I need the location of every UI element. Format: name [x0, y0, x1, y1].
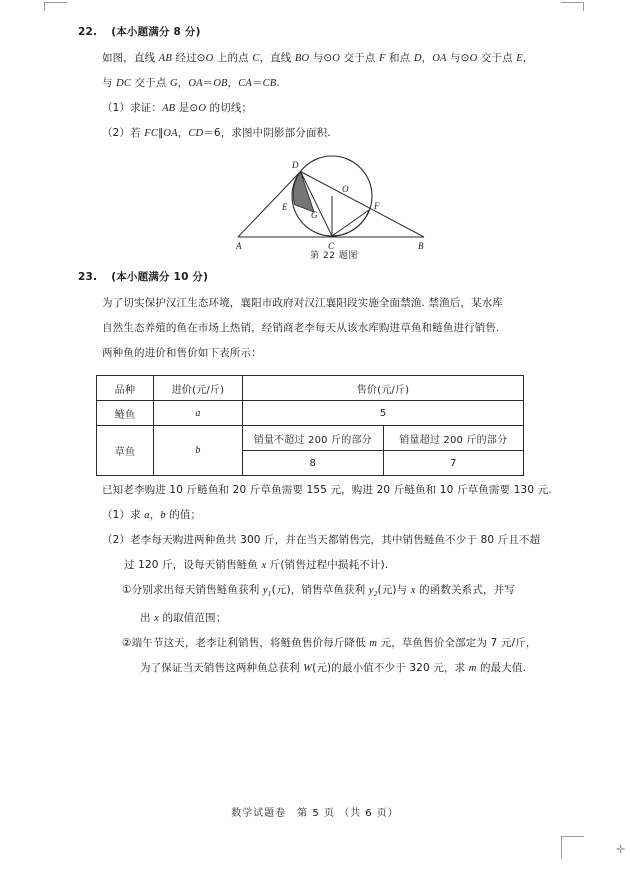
- question-23: [78, 269, 552, 681]
- header-cost: 进价(元/斤): [154, 376, 243, 401]
- question-23-score: (本小题满分 10 分): [111, 271, 209, 283]
- grass-carp-tier-2-value: 7: [383, 451, 524, 476]
- chord-CF: [332, 210, 369, 236]
- header-price: 售价(元/斤): [243, 376, 524, 401]
- label-B: B: [418, 241, 424, 251]
- question-23-part-2-line-1: （2）老李每天购进两种鱼共 300 斤，并在当天都销售完，其中销售鲢鱼不少于 80 斤且不超: [102, 534, 541, 546]
- fish-price-table: [96, 375, 524, 476]
- question-23-part-2-line-2: 过 120 斤，设每天销售鲢鱼 x 斤(销售过程中损耗不计).: [124, 559, 389, 571]
- line-BD: [301, 172, 425, 238]
- question-22-stem-line-2: 与 DC 交于点 G，OA＝OB，CA＝CB.: [102, 77, 280, 89]
- question-23-sub-1-line-2: 出 x 的取值范围；: [140, 612, 227, 625]
- figure-22-caption: 第 22 题图: [310, 251, 358, 261]
- question-22-part-2: （2）若 FC∥OA，CD＝6，求图中阴影部分面积.: [102, 127, 331, 139]
- crop-mark-top-left: [44, 2, 67, 11]
- question-23-number: 23.: [78, 271, 98, 283]
- question-23-heading: [78, 269, 544, 284]
- question-23-part-1: （1）求 a，b 的值；: [102, 509, 202, 521]
- question-23-stem-line-2: 自然生态养殖的鱼在市场上热销，经销商老李每天从该水库购进草鱼和鲢鱼进行销售.: [102, 322, 500, 334]
- registration-cross-icon: ✛: [616, 843, 626, 856]
- crop-mark-top-right: [561, 2, 584, 11]
- crop-mark-bottom-right: [561, 836, 584, 859]
- grass-carp-tier-1-label: 销量不超过 200 斤的部分: [243, 426, 384, 451]
- header-kind: 品种: [97, 376, 154, 401]
- row-silver-carp-kind: 鲢鱼: [97, 401, 154, 426]
- question-23-sub-1-line-1: ①分别求出每天销售鲢鱼获利 $y_1$(元)，销售草鱼获利 $y_2$(元)与 x 的函数关系式，并写: [122, 584, 515, 599]
- row-grass-carp-kind: 草鱼: [97, 426, 154, 476]
- question-23-sub-2-line-2: 为了保证当天销售这两种鱼总获利 W(元)的最小值不少于 320 元，求 m 的最大值.: [140, 662, 527, 675]
- row-silver-carp-price: 5: [243, 401, 524, 426]
- question-22-heading: [78, 24, 544, 39]
- table-header-row: [97, 376, 524, 401]
- line-AD: [238, 172, 301, 238]
- row-silver-carp-cost: a: [154, 401, 243, 426]
- question-23-sub-2-line-1: ②端午节这天，老李让利销售，将鲢鱼售价每斤降低 m 元，草鱼售价全部定为 7 元/斤，: [122, 637, 537, 650]
- row-grass-carp-cost: b: [154, 426, 243, 476]
- question-22-figure: [78, 152, 544, 267]
- grass-carp-tier-1-value: 8: [243, 451, 384, 476]
- question-22-score: (本小题满分 8 分): [111, 26, 201, 38]
- question-22-number: 22.: [78, 26, 98, 38]
- circle-geometry-diagram: [228, 152, 428, 252]
- question-22-stem-line-1: 如图，直线 AB 经过⊙O 上的点 C，直线 BO 与⊙O 交于点 F 和点 D，OA 与⊙O 交于点 E，: [102, 52, 534, 64]
- table-row: [97, 426, 524, 451]
- label-E: E: [282, 202, 288, 212]
- question-23-stem-line-3: 两种鱼的进价和售价如下表所示：: [102, 347, 262, 359]
- label-G: G: [311, 210, 318, 220]
- label-D: D: [292, 160, 299, 170]
- question-22-part-1: （1）求证：AB 是⊙O 的切线；: [102, 102, 253, 114]
- page-content: [78, 24, 552, 681]
- label-O: O: [342, 184, 349, 194]
- label-C: C: [328, 241, 335, 251]
- question-23-stem-line-1: 为了切实保护汉江生态环境，襄阳市政府对汉江襄阳段实施全面禁渔. 禁渔后，某水库: [102, 297, 504, 309]
- question-22: [78, 24, 544, 267]
- label-A: A: [236, 241, 242, 251]
- question-23-given: 已知老李购进 10 斤鲢鱼和 20 斤草鱼需要 155 元，购进 20 斤鲢鱼和 10 斤草鱼需要 130 元.: [102, 484, 552, 496]
- label-F: F: [374, 201, 380, 211]
- table-row: [97, 401, 524, 426]
- page-footer: 数学试题卷 第 5 页 （共 6 页）: [231, 808, 399, 819]
- grass-carp-tier-2-label: 销量超过 200 斤的部分: [383, 426, 524, 451]
